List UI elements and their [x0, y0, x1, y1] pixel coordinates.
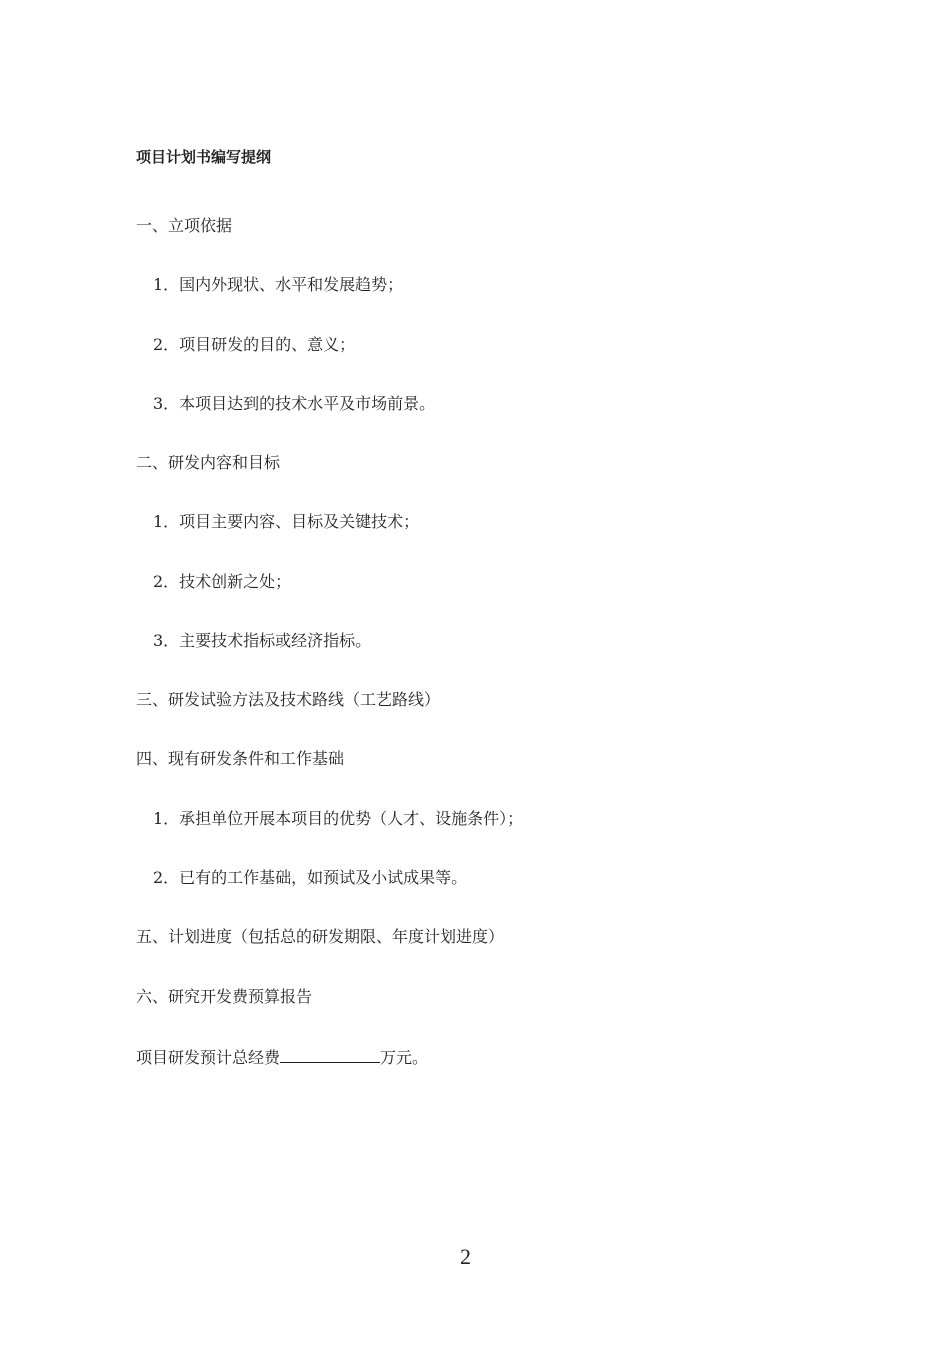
budget-blank-field — [280, 1046, 380, 1063]
section-2-item-3: 3．主要技术指标或经济指标。 — [153, 631, 372, 650]
section-4-item-1: 1．承担单位开展本项目的优势（人才、设施条件）； — [153, 809, 524, 828]
budget-line — [136, 1046, 428, 1068]
section-1-item-2: 2．项目研发的目的、意义； — [153, 335, 356, 354]
section-4-item-2: 2．已有的工作基础，如预试及小试成果等。 — [153, 868, 468, 887]
section-2-item-1: 1．项目主要内容、目标及关键技术； — [153, 512, 420, 531]
section-heading-1: 一、立项依据 — [136, 216, 233, 235]
budget-suffix: 万元。 — [380, 1048, 429, 1067]
budget-prefix: 项目研发预计总经费 — [136, 1048, 281, 1067]
section-2-item-2: 2．技术创新之处； — [153, 572, 292, 591]
section-1-item-1: 1．国内外现状、水平和发展趋势； — [153, 275, 404, 294]
section-heading-6: 六、研究开发费预算报告 — [136, 987, 313, 1006]
section-1-item-3: 3．本项目达到的技术水平及市场前景。 — [153, 394, 436, 413]
section-heading-3: 三、研发试验方法及技术路线（工艺路线） — [136, 690, 441, 709]
section-heading-5: 五、计划进度（包括总的研发期限、年度计划进度） — [136, 927, 505, 946]
document-title: 项目计划书编写提纲 — [136, 148, 272, 166]
page-number: 2 — [460, 1244, 471, 1269]
section-heading-2: 二、研发内容和目标 — [136, 453, 281, 472]
section-heading-4: 四、现有研发条件和工作基础 — [136, 749, 345, 768]
